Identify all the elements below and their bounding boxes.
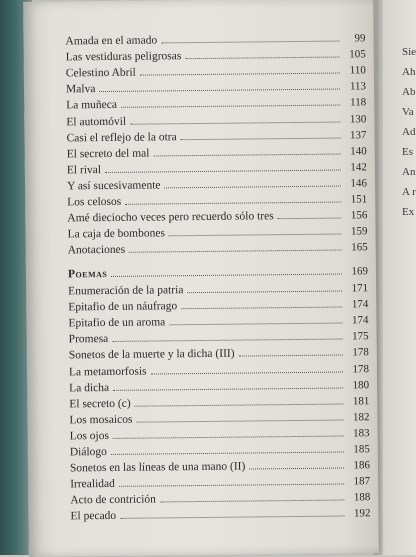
page-number: 113: [349, 80, 367, 93]
dot-leader: [99, 81, 340, 93]
page-number: 180: [352, 378, 370, 392]
toc-entry-title: La muñeca: [66, 99, 118, 112]
facing-page: [380, 0, 416, 555]
toc-entry-title: Acto de contrición: [70, 493, 156, 507]
dot-leader: [187, 283, 342, 294]
toc-entry-title: Celestino Abril: [65, 66, 136, 80]
section-title: Poemas: [67, 267, 108, 281]
page-number: 130: [349, 112, 367, 125]
toc-entry-title: Las vestiduras peligrosas: [65, 50, 182, 64]
dot-leader: [135, 395, 344, 406]
page-number: 159: [350, 225, 368, 238]
page-number: 178: [352, 346, 369, 359]
dot-leader: [160, 492, 344, 503]
toc-entry-title: Amé dieciocho veces pero recuerdo sólo tres: [67, 210, 274, 225]
facing-page-text-fragment: Va: [402, 106, 414, 118]
dot-leader: [169, 315, 342, 326]
table-of-contents: [65, 32, 371, 523]
toc-entry-title: El rival: [66, 163, 102, 177]
facing-page-text-fragment: Ah: [402, 66, 416, 78]
toc-entry-title: El secreto (c): [69, 397, 131, 411]
toc-entry-title: Sonetos en las líneas de una mano (II): [69, 460, 246, 475]
dot-leader: [278, 210, 342, 220]
dot-leader: [105, 161, 341, 172]
page-number: 187: [353, 475, 371, 488]
page-number: 137: [349, 128, 367, 142]
page-number: 186: [353, 459, 371, 472]
toc-entry-title: La metamorfosis: [68, 365, 147, 378]
facing-page-text-fragment: Ad: [402, 126, 416, 138]
toc-entry-title: El pecado: [70, 510, 117, 523]
dot-leader: [125, 194, 341, 205]
page-number: 183: [353, 427, 370, 440]
toc-entry: [70, 508, 370, 527]
toc-entry-title: Y así sucesivamente: [66, 179, 161, 193]
page-number: 178: [352, 362, 370, 375]
toc-section-heading: [68, 265, 368, 284]
dot-leader: [120, 508, 344, 519]
page-number: 140: [350, 144, 367, 158]
page-number: 185: [353, 443, 370, 456]
toc-entry-title: Los ojos: [69, 429, 110, 443]
page-number: 146: [350, 177, 368, 190]
toc-entry-title: La dicha: [69, 381, 110, 394]
page-number: 156: [350, 209, 368, 222]
page-number: 181: [352, 394, 370, 408]
page-number: 118: [350, 96, 367, 109]
page-number: 110: [349, 64, 366, 77]
page-number: 105: [349, 48, 366, 61]
dot-leader: [113, 427, 344, 438]
toc-entry-title: El secreto del mal: [66, 147, 150, 161]
page-number: 165: [351, 241, 368, 254]
page-number: 188: [353, 491, 371, 504]
dot-leader: [151, 363, 343, 374]
dot-leader: [169, 226, 342, 237]
page-number: 99: [354, 32, 366, 45]
toc-entry-title: Amada en el amado: [65, 34, 158, 48]
dot-leader: [113, 379, 343, 390]
dot-leader: [121, 97, 340, 108]
page-number: 171: [351, 282, 369, 295]
dot-leader: [111, 266, 342, 277]
page-number: 151: [350, 193, 368, 206]
dot-leader: [164, 177, 341, 188]
facing-page-text-fragment: Es: [402, 146, 413, 158]
page-number: 174: [351, 314, 369, 327]
dot-leader: [140, 65, 340, 76]
toc-entry-title: El automóvil: [66, 115, 127, 128]
page-number: 175: [352, 330, 369, 343]
dot-leader: [238, 347, 342, 357]
toc-entry-title: Epitafio de un náufrago: [68, 300, 178, 314]
toc-entry-title: Promesa: [68, 333, 109, 346]
toc-entry-title: La caja de bombones: [67, 227, 165, 241]
toc-entry-title: Enumeración de la patria: [68, 284, 184, 298]
dot-leader: [112, 331, 342, 342]
dot-leader: [136, 411, 343, 422]
toc-entry-title: Epitafio de un aroma: [68, 316, 166, 330]
page-number: 192: [353, 507, 371, 520]
toc-entry-title: Casi el reflejo de la otra: [66, 130, 177, 144]
toc-entry: [68, 242, 368, 261]
dot-leader: [181, 129, 341, 140]
facing-page-text-fragment: Sie: [402, 46, 416, 58]
toc-entry-title: Diálogo: [69, 445, 107, 459]
facing-page-text-fragment: Ab: [402, 86, 416, 98]
toc-entry-title: Malva: [65, 83, 96, 96]
toc-entry-title: Irrealidad: [70, 478, 115, 491]
toc-page: [23, 0, 379, 557]
dot-leader: [129, 242, 342, 253]
dot-leader: [111, 444, 344, 455]
dot-leader: [153, 145, 340, 156]
dot-leader: [249, 460, 344, 470]
dot-leader: [119, 476, 344, 487]
facing-page-text-fragment: An: [402, 166, 416, 178]
page-number: 174: [351, 298, 369, 311]
toc-entry-title: Anotaciones: [67, 244, 126, 257]
dot-leader: [185, 49, 339, 60]
page-number: 142: [350, 161, 367, 174]
dot-leader: [181, 299, 342, 310]
toc-entry-title: Los celosos: [67, 195, 122, 209]
toc-entry-title: Sonetos de la muerte y la dicha (III): [68, 348, 235, 362]
page-number: 169: [351, 265, 369, 278]
page-number: 182: [352, 411, 370, 424]
facing-page-text-fragment: Ex: [402, 206, 415, 218]
facing-page-text-fragment: A r: [402, 186, 416, 198]
dot-leader: [161, 33, 339, 44]
toc-entry-title: Los mosaicos: [69, 413, 133, 427]
dot-leader: [130, 113, 340, 124]
